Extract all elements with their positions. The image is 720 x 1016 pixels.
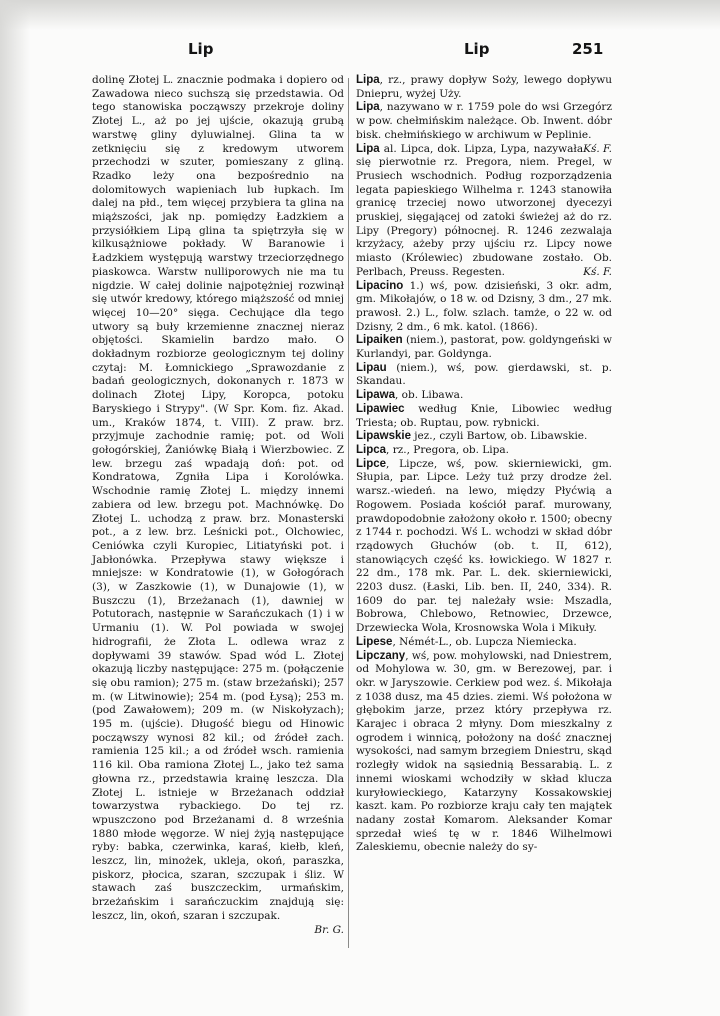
dictionary-entry (356, 280, 612, 335)
entry-text: , rz., prawy dopływ Soży, lewego dopływu Dniepru, wyżej Uży. (356, 74, 612, 100)
dictionary-entry (356, 389, 612, 403)
dictionary-entry (356, 334, 612, 361)
dictionary-entry (356, 458, 612, 636)
entry-headword: Lipa (356, 74, 380, 86)
left-column (92, 74, 344, 937)
header-right-keyword: Lip (464, 40, 490, 58)
entry-text: 1.) wś, pow. dzisieński, 3 okr. adm, gm. Mikołajów, o 18 w. od Dzisny, 3 dm., 27 mk. prawosł. 2.) L., folw. szlach. tamże, o 22 w. od Dzisny, 2 dm., 6 mk. katol. (1866). (356, 279, 612, 333)
entry-text: jez., czyli Bartow, ob. Libawskie. (410, 430, 588, 443)
dictionary-entry (356, 430, 612, 444)
left-signature: Br. G. (314, 923, 344, 936)
dictionary-entry (356, 101, 612, 155)
entry-headword: Lipce (356, 457, 387, 470)
entry-text: (niem.), wś, pow. gierdawski, st. p. Skandau. (356, 361, 612, 388)
page-number: 251 (572, 40, 604, 58)
scan-shadow-left (0, 0, 30, 1016)
entry-text: według Knie, Libowiec według Triesta; ob. Ruptau, pow. rybnicki. (356, 402, 612, 429)
entry-text: , Némét-L., ob. Lupcza Niemiecka. (392, 635, 577, 648)
entry-headword: Lipaiken (356, 334, 403, 347)
entry-headword: Lipa (356, 142, 380, 155)
entry-text: , rz., Pregora, ob. Lipa. (386, 443, 509, 456)
column-divider (348, 78, 349, 948)
entry-headword: Lipawiec (356, 402, 405, 415)
right-column (356, 74, 612, 855)
dictionary-entry (356, 362, 612, 389)
header-left-keyword: Lip (188, 40, 214, 58)
entry-text: al. Lipca, dok. Lipza, Lypa, nazywała się pierwotnie rz. Pregora, niem. Pregel, w Prusiech wschodnich. Podług rozporządzenia legata papieskiego Wilhelma r. 1243 stanowiła granicę trzeciej nowo utworzonej dyecezyi pruskiej, sięgającej od zatoki świeżej aż do rz. Lipy (Pregory) północnej. R. 1246 zezwalaja krzyżacy, ażeby przy ujściu rz. Lipcy nowe miasto (Królewiec) zbudowane zostało. Ob. Perlbach, Preuss. Regesten. (356, 142, 612, 278)
entry-text: , Lipcze, wś, pow. skierniewicki, gm. Słupia, par. Lipce. Leży tuż przy drodze żel. warsz.-wiedeń. na lewo, między Płyćwią a Rogowem. Posiada kościół paraf. murowany, prawdopodobnie założony około r. 1500; obecny z 1744 r. pochodzi. Wś L. wchodzi w skład dóbr rządowych Głuchów (ob. t. II, 612), stanowiących część ks. łowickiego. W 1827 r. 22 dm., 178 mk. Par. L. dek. skierniewicki, 2203 dusz. (Łaski, Lib. ben. II, 240, 334). R. 1609 do par. tej należały wsie: Mszadla, Bobrowa, Chlebowo, Retnowiec, Drzewce, Drzewiecka Wola, Krosnowska Wola i Mikuły. (356, 457, 612, 635)
entry-text: , ob. Libawa. (394, 389, 464, 402)
dictionary-entry (356, 650, 612, 856)
dictionary-entry (356, 143, 612, 280)
entry-headword: Lipau (356, 361, 387, 374)
entry-headword: Lipese (356, 635, 393, 648)
dictionary-entry (356, 403, 612, 430)
entry-text: , nazywano w r. 1759 pole do wsi Grzegórz w pow. chełmińskim należące. Ob. Inwent. dóbr bisk. chełmińskiego w archiwum w Peplinie. (356, 101, 612, 141)
dictionary-entry (356, 444, 612, 458)
entry-headword: Lipczany (356, 649, 406, 662)
entry-text: (niem.), pastorat, pow. goldyngeński w Kurlandyi, par. Goldynga. (356, 334, 612, 361)
entry-headword: Lipawskie (356, 430, 411, 443)
entry-signature: Kś. F. (583, 142, 612, 155)
dictionary-entry (356, 74, 612, 101)
entry-signature: Kś. F. (583, 265, 612, 278)
entry-text: , wś, pow. mohylowski, nad Dniestrem, od Mohylowa w. 30, gm. w Berezowej, par. i okr. w Jaryszowie. Cerkiew pod wez. ś. Mikołaja z 1038 dusz, ma 45 dzies. ziemi. Wś położona w głębokim jarze, przez który przepływa rz. Karajec i obraca 2 młyny. Dom mieszkalny z ogrodem i winnicą, położony na dość znacznej wysokości, nad samym brzegiem Dniestru, skąd rozległy widok na sąsiednią Bessarabią. L. z innemi wioskami wchodziły w skład klucza kuryłowieckiego, Katarzyny Kossakowskiej kaszt. kam. Po rozbiorze kraju cały ten majątek nadany został Komarom. Aleksander Komar sprzedał wieś tę w r. 1846 Wilhelmowi Zaleskiemu, obecnie należy do sy- (356, 649, 612, 854)
running-header (0, 40, 720, 64)
entry-headword: Lipacino (356, 279, 404, 292)
entry-headword: Lipawa (356, 389, 395, 402)
dictionary-entry (356, 636, 612, 650)
entry-headword: Lipa (356, 101, 380, 114)
left-paragraph: dolinę Złotej L. znacznie podmaka i dopiero od Zawadowa nieco suchszą się przedstawia. Od tego stanowiska począwszy przekroje doliny Złotej L., aż po jej ujście, okazują grubą warstwę gliny dyluwialnej. Glina ta w zetknięciu się z kredowym utworem przechodzi w szuter, pomieszany z gliną. Rzadko leży ona bezpośrednio na dolomitowych wapieniach lub łupkach. Im dalej na płd., tem więcej przybiera ta glina na miąższości, jak np. pomiędzy Ładzkiem a przysiółkiem Lipą glina ta spiętrzyła się w kilkusążniowe pokłady. W Baranowie i Ładzkiem występują warstwy trzeciorzędnego piaskowca. Warstw nulliporowych nie ma tu nigdzie. W całej dolinie najpotężniej rozwinął się utwór kredowy, którego miąższość od mniej więcej 10—20° sięga. Cechujące dla tego utwory są buły krzemienne znacznej nieraz objętości. Skamielin bardzo mało. O dokładnym rozbiorze geologicznym tej doliny czytaj: M. Łomnickiego „Sprawozdanie z badań geologicznych, dokonanych r. 1873 w dolinach Złotej Lipy, Koropca, potoku Baryskiego i Strypy". (W Spr. Kom. fiz. Akad. um., Kraków 1874, t. VIII). Z praw. brz. przyjmuje zachodnie ramię; pot. od Woli gołogórskiej, Żaniówkę Białą i Wierzbowiec. Z lew. brzegu zaś wpadają doń: pot. od Kondratowa, Zgniła Lipa i Korolówka. Wschodnie ramię Złotej L. między innemi zabiera od lew. brzegu pot. Machnówkę. Do Złotej L. uchodzą z praw. brz. Monasterski pot., a z lew. brz. Leśnicki pot., Olchowiec, Ceniówka czyli Kuropiec, Litiatyński pot. i Jabłonówka. Przepływa stawy większe i mniejsze: w Kondratowie (1), w Gołogórach (3), w Zaszkowie (1), w Dunajowie (1), w Buszczu (1), Brzeżanach (1), dawniej w Potutorach, następnie w Sarańczukach (1) i w Urmaniu (1). W. Pol powiada w swojej hidrografii, że Złota L. odlewa wraz z dopływami 39 stawów. Spad wód L. Złotej okazują liczby następujące: 275 m. (połączenie się obu ramion); 275 m. (staw brzeżański); 257 m. (w Litwinowie); 254 m. (pod Łysą); 253 m. (pod Zawałowem); 209 m. (w Niskołyzach); 195 m. (ujście). Długość biegu od Hinowic począwszy wynosi 82 kil.; od źródeł zach. ramienia 125 kil.; a od źródeł wsch. ramienia 116 kil. Oba ramiona Złotej L., jako też sama głowna rz., przedstawia krainę leszcza. Dla Złotej L. istnieje w Brzeżanach oddział towarzystwa rybackiego. Do tej rz. wpuszczono pod Brzeżanami d. 8 września 1880 młode węgorze. W niej żyją następujące ryby: babka, czerwinka, karaś, kiełb, kleń, leszcz, lin, minożek, ukleja, okoń, paraszka, piskorz, płocica, szaran, szczupak i śliz. W stawach zaś buszczeckim, urmańskim, brzeżańskim i sarańczuckim znajdują się: leszcz, lin, okoń, szaran i szczupak. (92, 74, 344, 922)
entry-headword: Lipca (356, 443, 387, 456)
scan-shadow-top (0, 0, 720, 30)
